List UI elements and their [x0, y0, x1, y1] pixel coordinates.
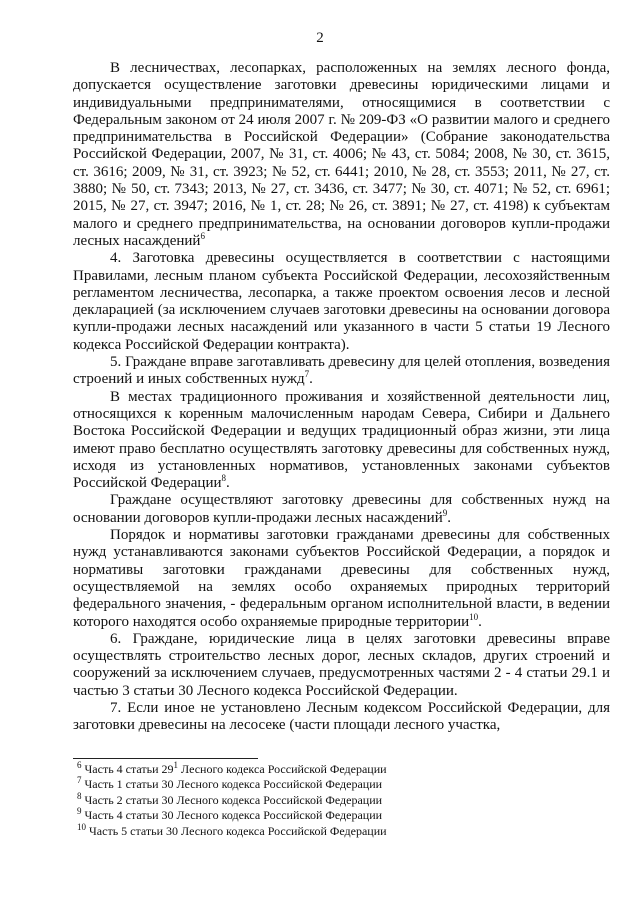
paragraph-text: 4. Заготовка древесины осуществляется в соответствии с настоящими Правилами, лесным планом субъекта Российской Федерации, лесохозяйственным регламентом лесничества, лесопарка, а также проектом освоения лесов и лесной декларацией (за исключением случаев заготовки древесины на основании договора купли-продажи лесных насаждений или указанного в части 5 статьи 19 Лесного кодекса Российской Федерации контракта). [73, 250, 610, 353]
footnote-text: Часть 2 статьи 30 Лесного кодекса Российской Федерации [84, 792, 383, 807]
footnote-7 [73, 777, 610, 792]
paragraph-item-7 [73, 700, 610, 735]
footnote-text-rest: Лесного кодекса Российской Федерации [178, 762, 387, 776]
paragraph-item-4 [73, 250, 610, 354]
page-number: 2 [316, 30, 324, 46]
footnote-number: 6 [77, 760, 82, 770]
footnotes [73, 762, 610, 839]
paragraph-text: 7. Если иное не установлено Лесным кодексом Российской Федерации, для заготовки древесины на лесосеке (части площади лесного участка, [73, 699, 610, 734]
footnote-divider [73, 758, 258, 759]
paragraph-item-6 [73, 631, 610, 700]
footnote-ref: 10 [469, 611, 479, 622]
footnote-10 [73, 821, 610, 839]
footnote-text: Часть 4 статьи 29 [84, 762, 174, 776]
paragraph-norms: Порядок и нормативы заготовки гражданами древесины для собственных нужд устанавливаются законами субъектов Российской Федерации, а порядок и нормативы заготовки гражданами древесины для собственных нужд, осуществляемой на землях особо охраняемых природных территорий федерального значения, - федеральным органом исполнительной власти, в ведении которого находятся особо охраняемые природные территории$^{10}$. [73, 527, 610, 630]
paragraph-smb-logging [73, 60, 610, 250]
footnote-ref: 7 [304, 369, 310, 380]
footnote-text: Часть 4 статьи 30 Лесного кодекса Российской Федерации [84, 808, 383, 823]
paragraph-indigenous: В местах традиционного проживания и хозяйственной деятельности лиц, относящихся к коренным малочисленным народам Севера, Сибири и Дальнего Востока Российской Федерации и ведущих традиционный образ жизни, эти лица имеют право бесплатно осуществлять заготовку древесины для собственных нужд, исходя из установленных нормативов, установленных законами субъектов Российской Федерации$^8$. [73, 388, 610, 492]
footnote-ref: 9 [442, 507, 448, 518]
footnote-text: Часть 1 статьи 30 Лесного кодекса Российской Федерации [84, 777, 383, 792]
footnote-number: 10 [77, 821, 86, 832]
footnote-ref: 6 [200, 230, 205, 241]
footnote-superscript: 1 [173, 760, 179, 770]
paragraph-text: 6. Граждане, юридические лица в целях заготовки древесины вправе осуществлять строительство лесных дорог, лесных складов, других строений и сооружений за исключением случаев, предусмотренных частями 2 - 4 статьи 29.1 и частью 3 статьи 30 Лесного кодекса Российской Федерации. [73, 630, 610, 699]
footnote-9 [73, 808, 610, 823]
footnote-number: 8 [77, 790, 82, 801]
footnote-6 [73, 762, 610, 777]
paragraph-text: Граждане осуществляют заготовку древесины для собственных нужд на основании договоров купли-продажи лесных насаждений [73, 492, 610, 526]
paragraph-text: В лесничествах, лесопарках, расположенных на землях лесного фонда, допускается осуществление заготовки древесины юридическими лицами и индивидуальными предпринимателями, относящимися в соответствии с Федеральным законом от 24 июля 2007 г. № 209-ФЗ «О развитии малого и среднего предпринимательства в Российской Федерации» (Собрание законодательства Российской Федерации, 2007, № 31, ст. 4006; № 43, ст. 5084; 2008, № 30, ст. 3615, ст. 3616; 2009, № 31, ст. 3923; № 52, ст. 6441; 2010, № 28, ст. 3553; 2011, № 27, ст. 3880; № 50, ст. 7343; 2013, № 27, ст. 3436, ст. 3477; № 30, ст. 4071; № 52, ст. 6961; 2015, № 27, ст. 3947; 2016, № 1, ст. 28; № 26, ст. 3891; № 27, ст. 4198) к субъектам малого и среднего предпринимательства, на основании договоров купли-продажи лесных насаждений [73, 60, 610, 249]
footnote-number: 7 [77, 775, 82, 786]
paragraph-text: Порядок и нормативы заготовки гражданами древесины для собственных нужд устанавливаются законами субъектов Российской Федерации, а порядок и нормативы заготовки гражданами древесины для собственных нужд, осуществляемой на землях особо охраняемых природных территорий федерального значения, - федеральным органом исполнительной власти, в ведении которого находятся особо охраняемые природные территории [73, 527, 610, 630]
paragraph-text: В местах традиционного проживания и хозяйственной деятельности лиц, относящихся к коренным малочисленным народам Севера, Сибири и Дальнего Востока Российской Федерации и ведущих традиционный образ жизни, эти лица имеют право бесплатно осуществлять заготовку древесины для собственных нужд, исходя из установленных нормативов, установленных законами субъектов Российской Федерации [73, 388, 610, 492]
footnote-8 [73, 790, 610, 808]
footnote-text: Часть 5 статьи 30 Лесного кодекса Российской Федерации [89, 823, 387, 838]
paragraph-item-5: 5. Граждане вправе заготавливать древесину для целей отопления, возведения строений и иных собственных нужд$^7$. [73, 354, 610, 388]
paragraph-text: 5. Граждане вправе заготавливать древесину для целей отопления, возведения строений и иных собственных нужд [73, 354, 610, 388]
body-text [73, 60, 610, 735]
paragraph-citizens-contracts: Граждане осуществляют заготовку древесины для собственных нужд на основании договоров купли-продажи лесных насаждений$^9$. [73, 492, 610, 526]
footnote-number: 9 [77, 806, 82, 817]
footnote-ref: 8 [221, 473, 227, 484]
